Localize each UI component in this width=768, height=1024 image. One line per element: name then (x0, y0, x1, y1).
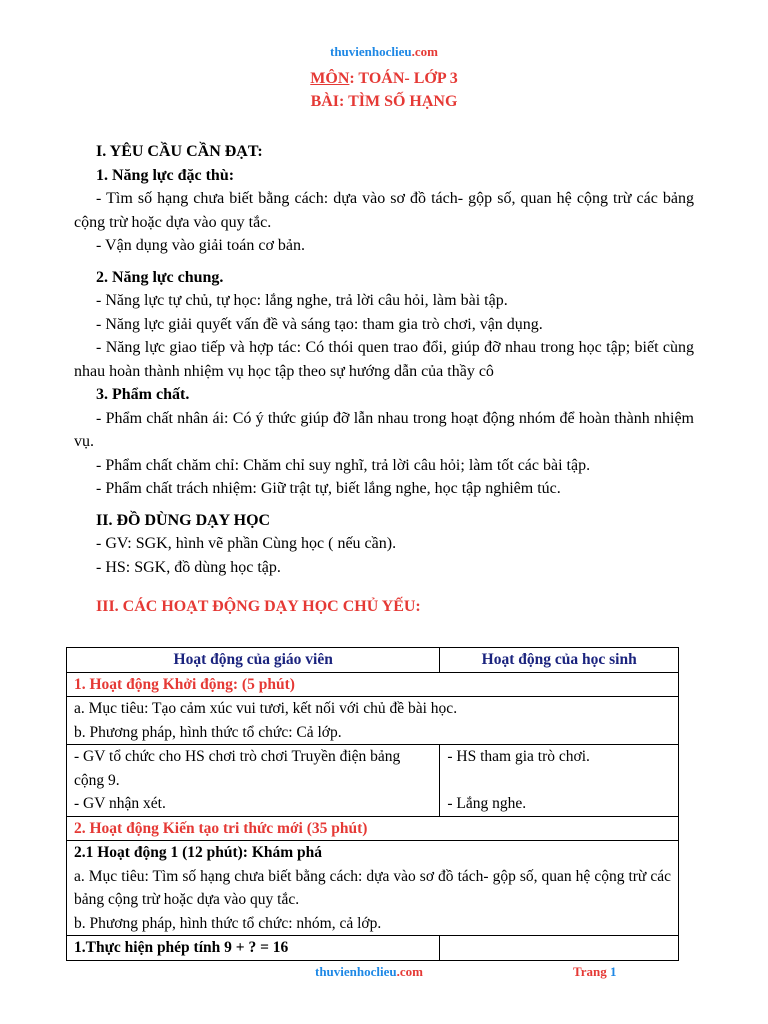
section-1-sub2-item: - Năng lực giao tiếp và hợp tác: Có thói quen trao đổi, giúp đỡ nhau trong học tập; biết cùng nhau hoàn thành nhiệm vụ học tập theo sự hướng dẫn của thầy cô (74, 339, 694, 380)
activity-2-1-block (67, 841, 679, 936)
activities-table (66, 647, 679, 961)
activity-1-title: 1. Hoạt động Khởi động: (5 phút) (67, 672, 679, 697)
table-row (67, 936, 679, 961)
section-1-sub3-item: - Phẩm chất nhân ái: Có ý thức giúp đỡ lẫn nhau trong hoạt động nhóm để hoàn thành nhiệm vụ. (74, 409, 694, 450)
activity-1-goals (67, 697, 679, 745)
section-2-heading: II. ĐỒ DÙNG DẠY HỌC (96, 511, 271, 529)
student-cell (440, 745, 679, 817)
table-row (67, 745, 679, 817)
teacher-step: - GV nhận xét. (74, 795, 166, 812)
col-teacher-header: Hoạt động của giáo viên (67, 648, 440, 673)
section-1-sub2-item: - Năng lực giải quyết vấn đề và sáng tạo: tham gia trò chơi, vận dụng. (96, 315, 543, 333)
activity-2-1-goal-a: a. Mục tiêu: Tìm số hạng chưa biết bằng cách: dựa vào sơ đồ tách- gộp số, quan hệ cộng trừ các bảng cộng trừ hoặc dựa vào quy tắc. (74, 867, 671, 908)
table-row (67, 697, 679, 745)
section-3-heading: III. CÁC HOẠT ĐỘNG DẠY HỌC CHỦ YẾU: (96, 598, 421, 615)
activity-1-goal-b: b. Phương pháp, hình thức tổ chức: Cả lớp. (74, 723, 342, 741)
table-row (67, 672, 679, 697)
section-1-heading: I. YÊU CẦU CẦN ĐẠT: (96, 143, 263, 160)
footer-page (573, 964, 616, 980)
section-1-sub1-item: - Vận dụng vào giải toán cơ bản. (96, 237, 305, 254)
col-student-header: Hoạt động của học sinh (440, 648, 679, 673)
calc-cell: 1.Thực hiện phép tính 9 + ? = 16 (67, 936, 440, 961)
student-step: - Lắng nghe. (447, 795, 527, 812)
table-row (67, 816, 679, 841)
page-label: Trang (573, 964, 607, 979)
empty-cell (440, 936, 679, 961)
section-1-sub1: 1. Năng lực đặc thù: (96, 166, 235, 184)
site-header (0, 44, 768, 60)
site-name: thuvienhoclieu (330, 44, 412, 59)
student-step: - HS tham gia trò chơi. (447, 748, 590, 765)
subject-label: MÔN (310, 70, 350, 87)
site-domain: .com (411, 44, 438, 59)
teacher-step: - GV tổ chức cho HS chơi trò chơi Truyền điện bảng cộng 9. (74, 748, 401, 789)
footer-site-domain: .com (396, 964, 423, 979)
footer-site (315, 964, 423, 980)
lesson-content (74, 140, 694, 619)
section-1-sub1-item: - Tìm số hạng chưa biết bằng cách: dựa vào sơ đồ tách- gộp số, quan hệ cộng trừ các bảng cộng trừ hoặc dựa vào quy tắc. (74, 190, 694, 231)
section-2-item: - HS: SGK, đồ dùng học tập. (96, 558, 281, 576)
table-row (67, 841, 679, 936)
subject-title (0, 70, 768, 88)
lesson-title: BÀI: TÌM SỐ HẠNG (310, 93, 458, 110)
subject-value: : TOÁN- LỚP 3 (349, 70, 458, 87)
activity-2-1-goal-b: b. Phương pháp, hình thức tổ chức: nhóm, cả lớp. (74, 914, 382, 932)
section-1-sub3-item: - Phẩm chất chăm chỉ: Chăm chỉ suy nghĩ, trả lời câu hỏi; làm tốt các bài tập. (96, 456, 591, 474)
section-2-item: - GV: SGK, hình vẽ phần Cùng học ( nếu cần). (96, 535, 397, 552)
footer-site-name: thuvienhoclieu (315, 964, 397, 979)
section-1-sub2-item: - Năng lực tự chủ, tự học: lắng nghe, trả lời câu hỏi, làm bài tập. (96, 292, 508, 309)
section-1-sub3: 3. Phẩm chất. (96, 386, 190, 403)
activity-2-title: 2. Hoạt động Kiến tạo tri thức mới (35 phút) (67, 816, 679, 841)
activity-1-goal-a: a. Mục tiêu: Tạo cảm xúc vui tươi, kết nối với chủ đề bài học. (74, 700, 458, 717)
section-1-sub2: 2. Năng lực chung. (96, 268, 224, 286)
page-number: 1 (609, 964, 617, 979)
activity-2-1-title: 2.1 Hoạt động 1 (12 phút): Khám phá (74, 844, 323, 861)
section-1-sub3-item: - Phẩm chất trách nhiệm: Giữ trật tự, biết lắng nghe, học tập nghiêm túc. (96, 480, 561, 497)
table-header-row (67, 648, 679, 673)
teacher-cell (67, 745, 440, 817)
